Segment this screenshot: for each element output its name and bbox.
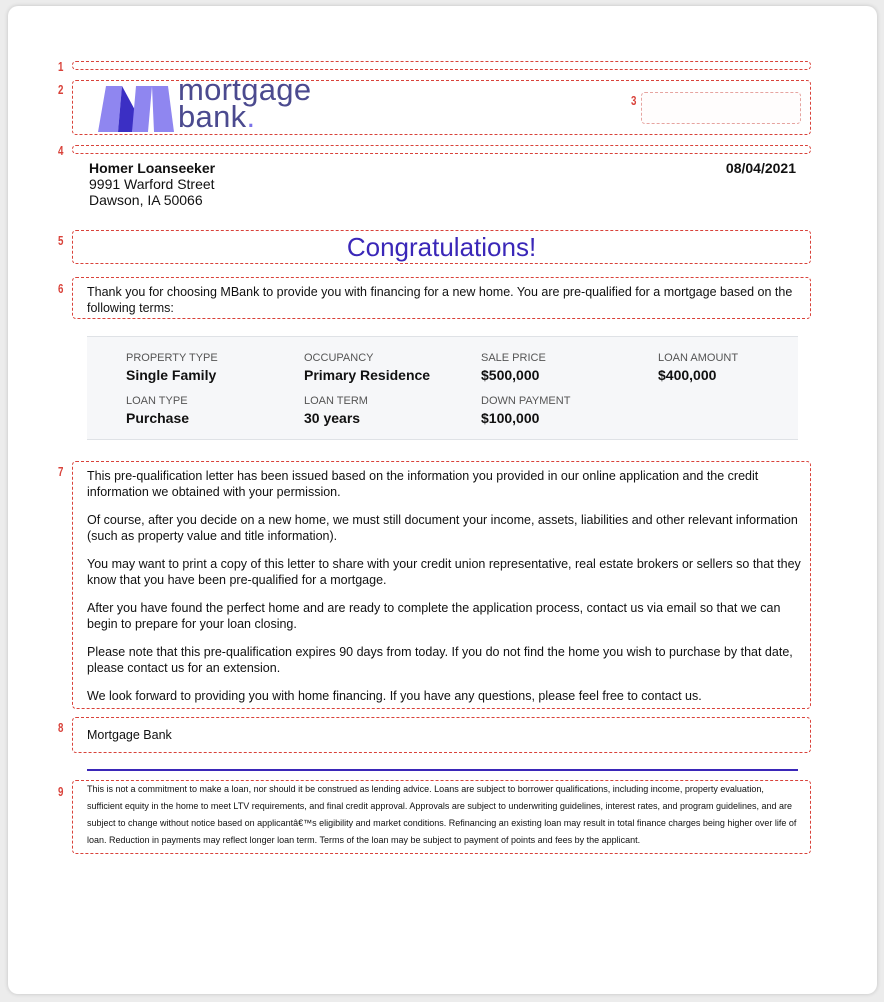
region-7-number: 7 <box>58 464 64 479</box>
letter-body <box>87 468 801 716</box>
region-1-number: 1 <box>58 59 64 74</box>
signoff: Mortgage Bank <box>87 728 172 742</box>
region-1-box <box>72 61 811 70</box>
loan-terms-panel <box>87 336 798 440</box>
term-loan-term <box>304 395 368 427</box>
term-label: PROPERTY TYPE <box>126 352 218 364</box>
term-label: LOAN TYPE <box>126 395 188 407</box>
body-paragraph: Please note that this pre-qualification expires 90 days from today. If you do not find the home you wish to purchase by that date, please contact us for an extension. <box>87 645 793 675</box>
region-3-number: 3 <box>631 93 637 108</box>
body-paragraph: After you have found the perfect home and are ready to complete the application process, contact us via email so that we can begin to prepare for your loan closing. <box>87 601 781 631</box>
region-2-number: 2 <box>58 82 64 97</box>
term-value: Purchase <box>126 410 190 426</box>
term-label: OCCUPANCY <box>304 352 374 364</box>
term-label: LOAN TERM <box>304 395 368 407</box>
page-title: Congratulations! <box>346 232 537 262</box>
body-paragraph: We look forward to providing you with home financing. If you have any questions, please feel free to contact us. <box>87 689 702 703</box>
body-paragraph: This pre-qualification letter has been issued based on the information you provided in our online application and the credit information we obtained with your permission. <box>87 469 759 499</box>
region-8-number: 8 <box>58 720 64 735</box>
term-sale-price <box>481 352 546 384</box>
region-4-box <box>72 145 811 154</box>
disclaimer: This is not a commitment to make a loan, nor should it be construed as lending advice. Loans are subject to borrower qualifications, including income, property evaluation, sufficient equity in the home to meet LTV requirements, and final credit approval. Approvals are subject to underwriting guidelines, interest rates, and program guidelines, and are subject to change without notice based on applicantâ€™s eligibility and market conditions. Refinancing an existing loan may result in total finance charges being higher over life of loan. Reduction in payments may reflect longer loan term. Terms of the loan may be subject to payment of points and fees by the applicant. <box>87 784 797 845</box>
term-value: 30 years <box>304 410 361 426</box>
body-paragraph: You may want to print a copy of this letter to share with your credit union representative, real estate brokers or sellers so that they know that you have been pre-qualified for a mortgage. <box>87 557 801 587</box>
term-value: $400,000 <box>658 367 717 383</box>
logo-dot: . <box>246 99 256 134</box>
term-value: Single Family <box>126 367 217 383</box>
logo-wordmark <box>178 72 312 134</box>
body-paragraph: Of course, after you decide on a new home, we must still document your income, assets, liabilities and other relevant information (such as property value and title information). <box>87 513 798 543</box>
region-8-box <box>72 717 811 753</box>
letter-date: 08/04/2021 <box>725 160 796 176</box>
term-occupancy <box>304 352 430 384</box>
term-label: LOAN AMOUNT <box>658 352 739 364</box>
region-4-number: 4 <box>58 143 64 158</box>
term-property-type <box>126 352 218 384</box>
term-value: $100,000 <box>481 410 540 426</box>
recipient-street: 9991 Warford Street <box>89 176 215 192</box>
term-label: DOWN PAYMENT <box>481 395 571 407</box>
region-6-number: 6 <box>58 281 64 296</box>
term-loan-type <box>126 395 189 427</box>
divider <box>87 769 798 771</box>
term-value: Primary Residence <box>304 367 431 383</box>
mortgage-bank-logo-icon <box>98 84 174 134</box>
region-3-box <box>641 92 801 124</box>
recipient-address <box>89 160 215 208</box>
logo-line-2: bank <box>178 99 247 134</box>
term-label: SALE PRICE <box>481 352 546 364</box>
recipient-city: Dawson, IA 50066 <box>89 192 203 208</box>
region-5-number: 5 <box>58 233 64 248</box>
intro-paragraph: Thank you for choosing MBank to provide you with financing for a new home. You are pre-qualified for a mortgage based on the following terms: <box>87 285 793 315</box>
term-value: $500,000 <box>481 367 540 383</box>
term-down-payment <box>481 395 570 427</box>
region-9-number: 9 <box>58 784 64 799</box>
term-loan-amount <box>658 352 738 384</box>
recipient-name: Homer Loanseeker <box>89 160 216 176</box>
logo-line-1: mortgage <box>178 72 312 107</box>
